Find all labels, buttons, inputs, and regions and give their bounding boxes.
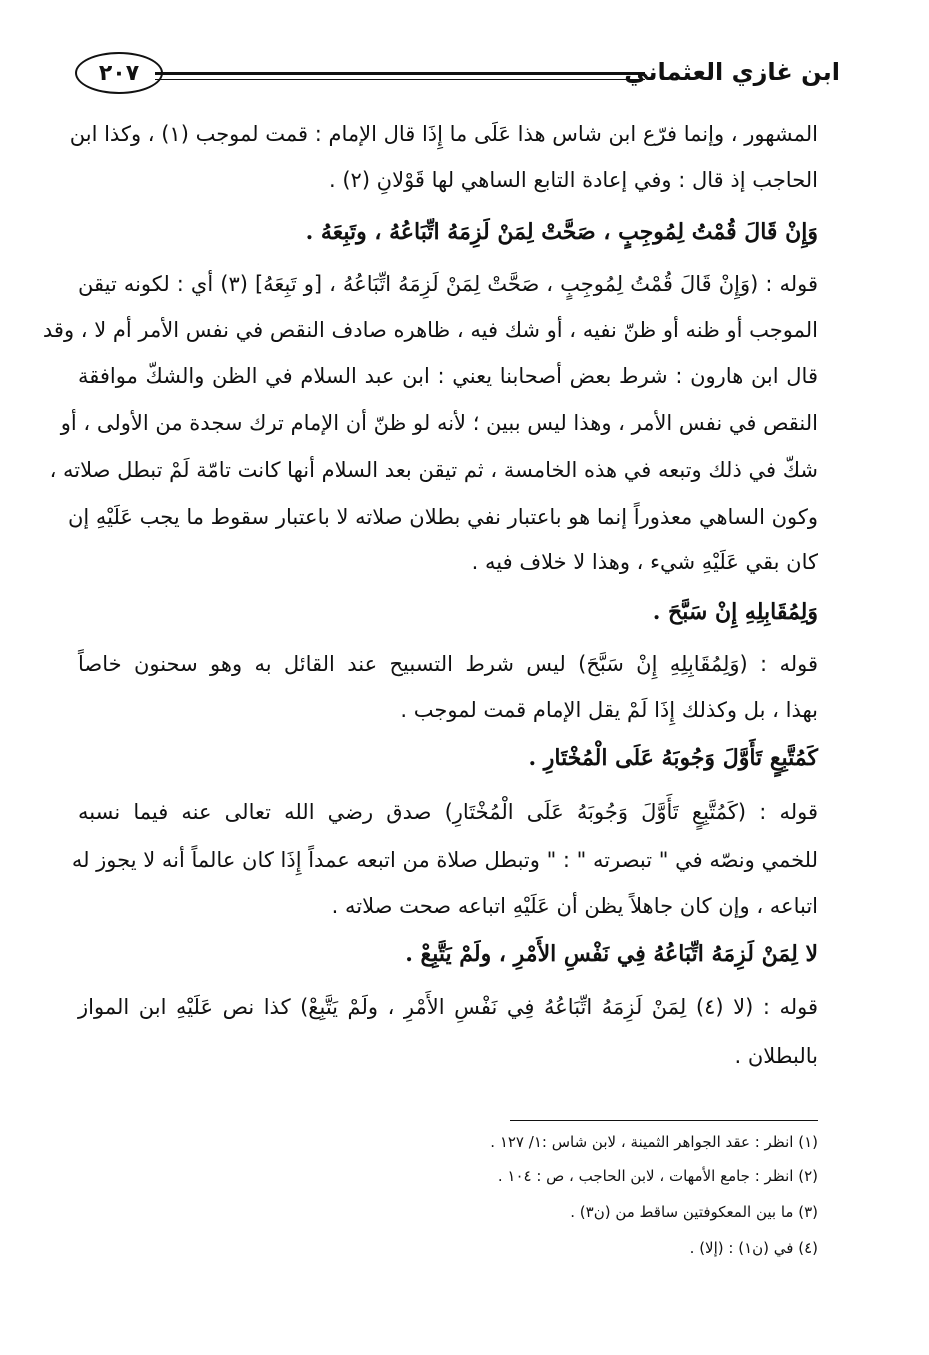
matn-line: كَمُتَّبِعٍ تَأَوَّلَ وَجُوبَهُ عَلَى الْمُخْتَارِ . bbox=[528, 745, 818, 771]
footnote-separator bbox=[510, 1120, 818, 1121]
text-line: قوله : (كَمُتَّبِعٍ تَأَوَّلَ وَجُوبَهُ عَلَى الْمُخْتَارِ) صدق رضي الله تعالى عنه فيما نسبه bbox=[78, 800, 818, 824]
matn-line: وَإِنْ قَالَ قُمْتُ لِمُوجِبٍ ، صَحَّتْ لِمَنْ لَزِمَهُ اتِّبَاعُهُ ، وتَبِعَهُ . bbox=[305, 219, 818, 245]
footnote: (٣) ما بين المعكوفتين ساقط من (ن٣) . bbox=[570, 1203, 818, 1221]
footnote: (١) انظر : عقد الجواهر الثمينة ، لابن شاس :١/ ١٢٧ . bbox=[490, 1133, 818, 1151]
text-line: بهذا ، بل وكذلك إِذَا لَمْ يقل الإمام قمت لموجب . bbox=[400, 698, 818, 722]
text-line: الموجب أو ظنه أو ظنّ نفيه ، أو شك فيه ، ظاهره صادف النقص في نفس الأمر أم لا ، وقد bbox=[42, 318, 818, 342]
footnote: (٤) في (ن١) : (إلا) . bbox=[689, 1239, 818, 1257]
text-line: الحاجب إذ قال : وفي إعادة التابع الساهي لها قَوْلانِ (٢) . bbox=[328, 168, 818, 192]
text-line: شكّ في ذلك وتبعه في هذه الخامسة ، ثم تيقن بعد السلام أنها كانت تامّة لَمْ تبطل صلاته ، bbox=[49, 458, 818, 482]
text-line: قوله : (وَإِنْ قَالَ قُمْتُ لِمُوجِبٍ ، صَحَّتْ لِمَنْ لَزِمَهُ اتِّبَاعُهُ ، [و تَبِعَهُ] (٣) أي : لكونه تيقن bbox=[78, 272, 818, 296]
text-line: وكون الساهي معذوراً إنما هو باعتبار نفي بطلان صلاته لا باعتبار سقوط ما يجب عَلَيْهِ إن bbox=[67, 505, 818, 529]
text-line: كان بقي عَلَيْهِ شيء ، وهذا لا خلاف فيه . bbox=[471, 550, 818, 574]
footnote: (٢) انظر : جامع الأمهات ، لابن الحاجب ، ص : ١٠٤ . bbox=[497, 1167, 818, 1185]
page-number: ٢٠٧ bbox=[75, 52, 163, 94]
text-line: بالبطلان . bbox=[734, 1044, 818, 1068]
page-header bbox=[75, 52, 840, 104]
header-rule-thin bbox=[155, 79, 645, 80]
text-line: قال ابن هارون : شرط بعض أصحابنا يعني : ابن عبد السلام في الظن والشكّ موافقة bbox=[78, 364, 818, 388]
matn-line: لا لِمَنْ لَزِمَهُ اتِّبَاعُهُ فِي نَفْسِ الأَمْرِ ، ولَمْ يَتَّبِعْ . bbox=[405, 941, 818, 967]
text-line: المشهور ، وإنما فرّع ابن شاس هذا عَلَى ما إِذَا قال الإمام : قمت لموجب (١) ، وكذا ابن bbox=[69, 122, 818, 146]
running-title: ابن غازي العثماني bbox=[624, 58, 840, 86]
text-line: قوله : (وَلِمُقَابِلِهِ إِنْ سَبَّحَ) ليس شرط التسبيح عند القائل به وهو سحنون خاصاً bbox=[78, 652, 818, 676]
header-rule-thick bbox=[155, 72, 645, 75]
text-line: للخمي ونصّه في " تبصرته " : " وتبطل صلاة من اتبعه عمداً إِذَا كان عالماً أنه لا يجوز له bbox=[71, 848, 818, 872]
text-line: قوله : (لا (٤) لِمَنْ لَزِمَهُ اتِّبَاعُهُ فِي نَفْسِ الأَمْرِ ، ولَمْ يَتَّبِعْ) كذا نص عَلَيْهِ ابن المواز bbox=[78, 995, 818, 1019]
text-line: اتباعه ، وإن كان جاهلاً يظن أن عَلَيْهِ اتباعه صحت صلاته . bbox=[331, 894, 818, 918]
text-line: النقص في نفس الأمر ، وهذا ليس ببين ؛ لأنه لو ظنّ أن الإمام ترك سجدة من الأولى ، أو bbox=[60, 411, 818, 435]
matn-line: وَلِمُقَابِلِهِ إِنْ سَبَّحَ . bbox=[652, 599, 818, 625]
